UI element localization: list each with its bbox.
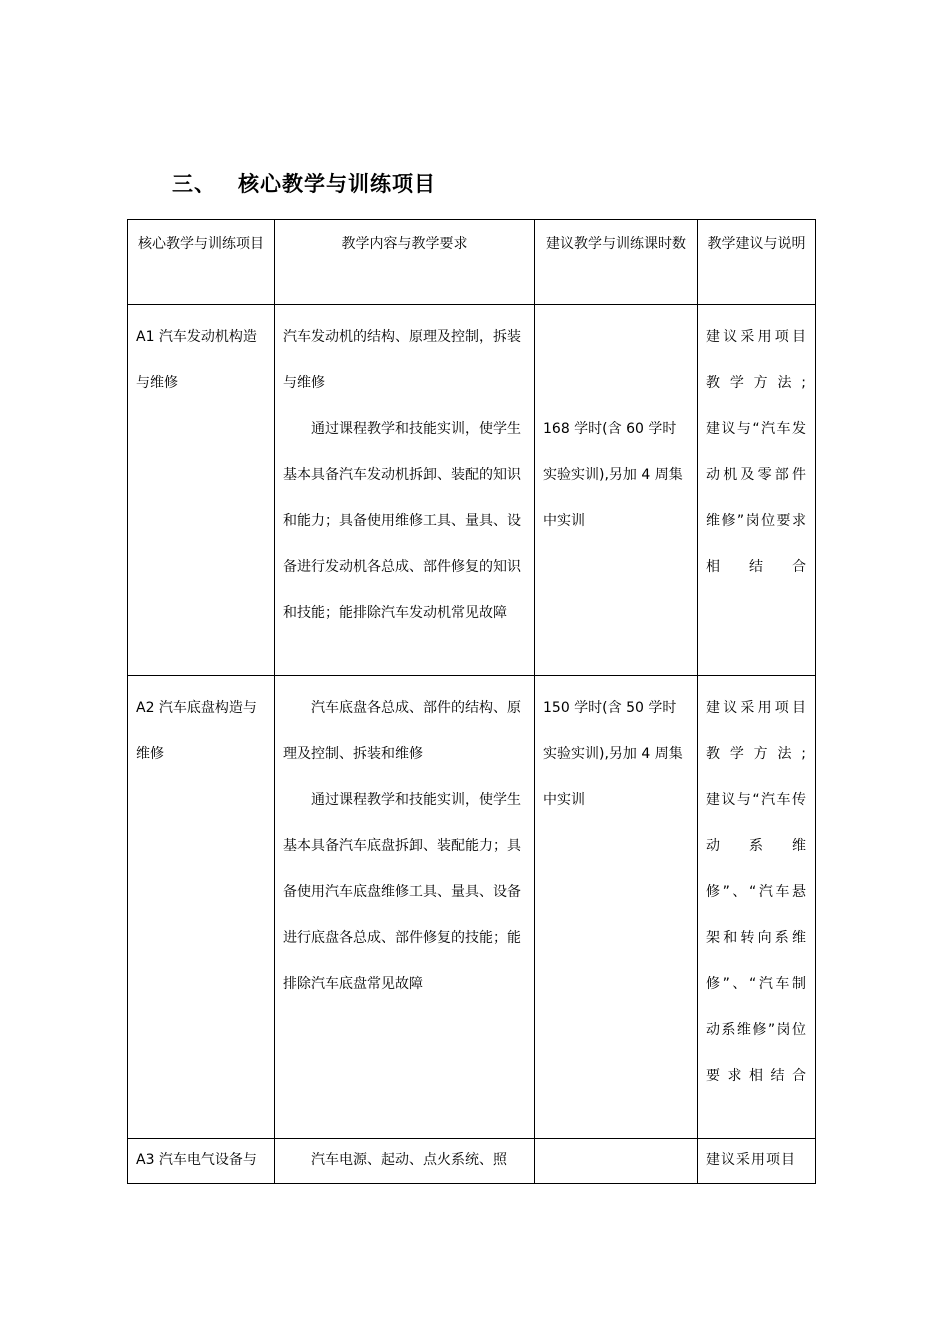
advice-paragraph: 建议采用项目: [706, 1152, 796, 1168]
advice-paragraph: 建议采用项目教学方法;: [706, 700, 807, 762]
advice-paragraph: 建议与“汽车传动系维修”、“汽车悬架和转向系维修”、“汽车制动系维修”岗位要求相结合: [706, 792, 807, 1084]
header-project: 核心教学与训练项目: [128, 220, 275, 305]
hours-cell: [535, 1139, 698, 1184]
section-number: 三、: [172, 172, 216, 196]
content-cell: [275, 1139, 535, 1184]
hours-text: 150 学时(含 50 学时实验实训),另加 4 周集中实训: [543, 700, 683, 808]
header-hours: 建议教学与训练课时数: [535, 220, 698, 305]
content-cell: [275, 676, 535, 1139]
hours-cell: [535, 676, 698, 1139]
content-paragraph: 通过课程教学和技能实训，使学生基本具备汽车发动机拆卸、装配的知识和能力；具备使用维修工具、量具、设备进行发动机各总成、部件修复的知识和技能；能排除汽车发动机常见故障: [283, 421, 521, 621]
hours-cell: [535, 305, 698, 676]
advice-paragraph: 建议采用项目教学方法;: [706, 329, 807, 391]
header-content: 教学内容与教学要求: [275, 220, 535, 305]
content-paragraph: 汽车电源、起动、点火系统、照: [311, 1152, 507, 1168]
project-name: A3 汽车电气设备与: [136, 1152, 257, 1168]
section-heading: [172, 168, 436, 198]
section-title: 核心教学与训练项目: [238, 172, 436, 196]
hours-text: 168 学时(含 60 学时实验实训),另加 4 周集中实训: [543, 421, 683, 529]
training-projects-table: [127, 219, 816, 1184]
advice-cell: [698, 305, 816, 676]
project-cell: [128, 676, 275, 1139]
table-row: [128, 1139, 816, 1184]
content-paragraph: 汽车发动机的结构、原理及控制，拆装与维修: [283, 329, 521, 391]
content-paragraph: 汽车底盘各总成、部件的结构、原理及控制、拆装和维修: [283, 700, 521, 762]
project-cell: [128, 1139, 275, 1184]
content-paragraph: 通过课程教学和技能实训，使学生基本具备汽车底盘拆卸、装配能力；具备使用汽车底盘维修工具、量具、设备进行底盘各总成、部件修复的技能；能排除汽车底盘常见故障: [283, 792, 521, 992]
table-header-row: [128, 220, 816, 305]
advice-cell: [698, 1139, 816, 1184]
project-cell: [128, 305, 275, 676]
project-name: A2 汽车底盘构造与维修: [136, 700, 257, 762]
advice-paragraph: 建议与“汽车发动机及零部件维修”岗位要求相结合: [706, 421, 807, 575]
content-cell: [275, 305, 535, 676]
table-row: [128, 305, 816, 676]
project-name: A1 汽车发动机构造与维修: [136, 329, 257, 391]
advice-cell: [698, 676, 816, 1139]
table-row: [128, 676, 816, 1139]
header-advice: 教学建议与说明: [698, 220, 816, 305]
